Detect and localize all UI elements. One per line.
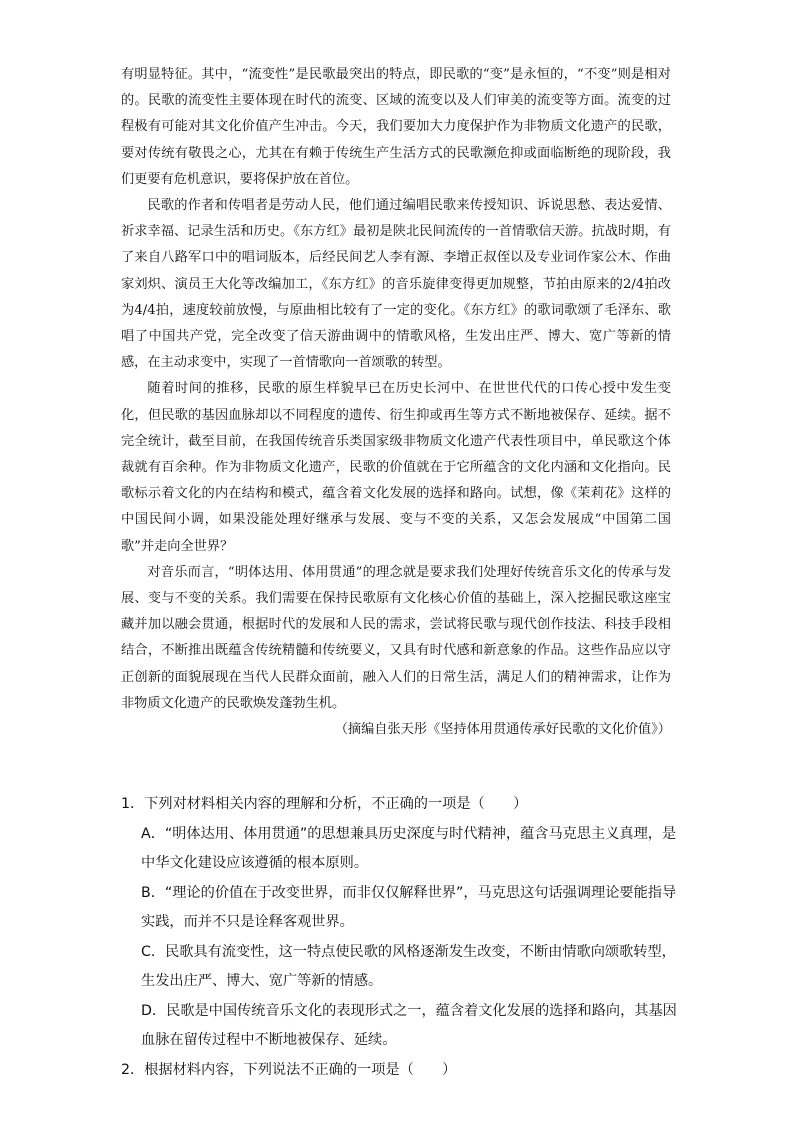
reading-passage [121, 62, 671, 743]
question-1-option-a: A．“明体达用、体用贯通”的思想兼具历史深度与时代精神，蕴含马克思主义真理，是中华文化建设应该遵循的根本原则。 [141, 825, 677, 871]
question-1-option-d: D．民歌是中国传统音乐文化的表现形式之一，蕴含着文化发展的选择和路向，其基因血脉在留传过程中不断地被保存、延续。 [141, 1002, 677, 1048]
question-1-stem: 1．下列对材料相关内容的理解和分析，不正确的一项是（ ） [121, 796, 528, 812]
passage-paragraph: 民歌的作者和传唱者是劳动人民，他们通过编唱民歌来传授知识、诉说思愁、表达爱情、祈求幸福、记录生活和历史。《东方红》最初是陕北民间流传的一首情歌信天游。抗战时期，有了来自八路军口中的唱词版本，后经民间艺人李有源、李增正叔侄以及专业词作家公木、作曲家刘炽、演员王大化等改编加工，《东方红》的音乐旋律变得更加规整，节拍由原来的2/4拍改为4/4拍，速度较前放慢，与原曲相比较有了一定的变化。《东方红》的歌词歌颂了毛泽东、歌唱了中国共产党，完全改变了信天游曲调中的情歌风格，生发出庄严、博大、宽广等新的情感，在主动求变中，实现了一首情歌向一首颂歌的转型。 [121, 198, 671, 371]
passage-paragraph: 有明显特征。其中，“流变性”是民歌最突出的特点，即民歌的“变”是永恒的，“不变”则是相对的。民歌的流变性主要体现在时代的流变、区域的流变以及人们审美的流变等方面。流变的过程极有可能对其文化价值产生冲击。今天，我们要加大力度保护作为非物质文化遗产的民歌，要对传统有敬畏之心，尤其在有赖于传统生产生活方式的民歌濒危抑或面临断绝的现阶段，我们更要有危机意识，要将保护放在首位。 [121, 67, 671, 187]
question-2-stem: 2．根据材料内容，下列说法不正确的一项是（ ） [121, 1061, 457, 1078]
question-1-option-b: B．“理论的价值在于改变世界，而非仅仅解释世界”，马克思这句话强调理论要能指导实践，而并不只是诠释客观世界。 [141, 884, 677, 930]
question-1-option-c: C．民歌具有流变性，这一特点使民歌的风格逐渐发生改变，不断由情歌向颂歌转型，生发出庄严、博大、宽广等新的情感。 [141, 943, 676, 989]
question-section [121, 790, 681, 1085]
passage-source: （摘编自张天彤《坚持体用贯通传承好民歌的文化价值》） [334, 722, 671, 738]
passage-paragraph: 随着时间的推移，民歌的原生样貌早已在历史长河中、在世世代代的口传心授中发生变化，但民歌的基因血脉却以不同程度的遗传、衍生抑或再生等方式不断地被保存、延续。据不完全统计，截至目前，在我国传统音乐类国家级非物质文化遗产代表性项目中，单民歌这个体裁就有百余种。作为非物质文化遗产，民歌的价值就在于它所蕴含的文化内涵和文化指向。民歌标示着文化的内在结构和模式，蕴含着文化发展的选择和路向。试想，像《茉莉花》这样的中国民间小调，如果没能处理好继承与发展、变与不变的关系，又怎会发展成“中国第二国歌”并走向全世界？ [121, 381, 671, 554]
passage-paragraph: 对音乐而言，“明体达用、体用贯通”的理念就是要求我们处理好传统音乐文化的传承与发展、变与不变的关系。我们需要在保持民歌原有文化核心价值的基础上，深入挖掘民歌这座宝藏并加以融会贯通，根据时代的发展和人民的需求，尝试将民歌与现代创作技法、科技手段相结合，不断推出既蕴含传统精髓和传统要义，又具有时代感和新意象的作品。这些作品应以守正创新的面貌展现在当代人民群众面前，融入人们的日常生活，满足人们的精神需求，让作为非物质文化遗产的民歌焕发蓬勃生机。 [121, 564, 671, 711]
